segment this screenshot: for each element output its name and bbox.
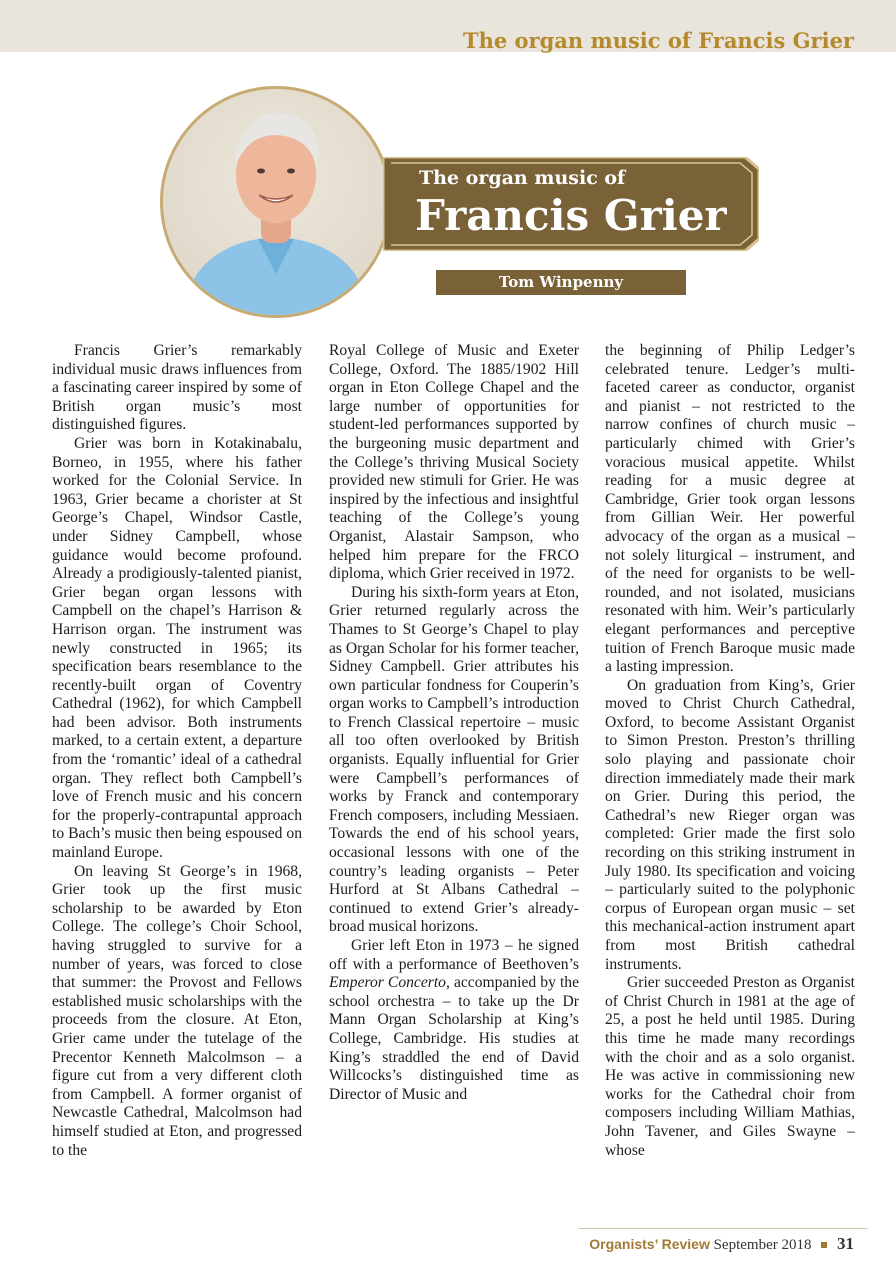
square-bullet-icon	[821, 1242, 827, 1248]
text-column-1	[52, 342, 302, 1222]
title-banner	[383, 157, 759, 251]
italic-title: Emperor Concerto	[329, 974, 446, 992]
author-portrait	[160, 86, 392, 318]
text-column-3	[605, 342, 855, 1222]
footer-rule	[578, 1228, 868, 1229]
paragraph: Francis Grier’s remarkably individual music draws influences from a fascinating career inspired by some of British organ music’s most distinguished figures.	[52, 342, 302, 434]
text-column-2	[329, 342, 579, 1222]
page-footer	[589, 1234, 854, 1254]
running-title: The organ music of Francis Grier	[462, 28, 854, 53]
article-title-small: The organ music of	[419, 167, 626, 189]
text-run: , accompanied by the school orchestra – to take up the Dr Mann Organ Scholarship at King’s College, Cambridge. His studies at King’s straddled the end of David Willcocks’s distinguished time as Director of Music and	[329, 974, 579, 1103]
paragraph: On graduation from King’s, Grier moved to Christ Church Cathedral, Oxford, to become Assistant Organist to Simon Preston. Preston’s thrilling solo playing and passionate choir direction immediately made their mark on Grier. During this period, the Cathedral’s new Rieger organ was completed: Grier made the first solo recording on this striking instrument in July 1980. Its specification and voicing – particularly suited to the polyphonic corpus of European organ music – set this mechanical-action instrument apart from most British cathedral instruments.	[605, 676, 855, 973]
article-title-large: Francis Grier	[415, 191, 727, 240]
portrait-image	[163, 89, 389, 315]
paragraph: the beginning of Philip Ledger’s celebrated tenure. Ledger’s multi-faceted career as conductor, organist and pianist – not restricted to the narrow confines of church music – particularly chimed with Grier’s voracious musical appetite. Whilst reading for a music degree at Cambridge, Grier took organ lessons from Gillian Weir. Her powerful advocacy of the organ as a musical – not solely liturgical – instrument, and of the need for organists to be well-rounded, and not isolated, musicians resonated with him. Weir’s particularly elegant performances and perceptive tuition of French Baroque music made a lasting impression.	[605, 342, 855, 676]
page-number: 31	[837, 1234, 854, 1253]
text-run: Grier left Eton in 1973 – he signed off with a performance of Beethoven’s	[329, 937, 579, 973]
paragraph	[329, 937, 579, 1104]
paragraph: During his sixth-form years at Eton, Grier returned regularly across the Thames to St George’s Chapel to play as Organ Scholar for his former teacher, Sidney Campbell. Grier attributes his own particular fondness for Couperin’s organ works to Campbell’s introduction to French Classical repertoire – music all too often overlooked by British organists. Equally influential for Grier were Campbell’s performances of works by Franck and contemporary French composers, including Messiaen. Towards the end of his school years, occasional lessons with one of the country’s leading organists – Peter Hurford at St Albans Cathedral – continued to extend Grier’s already-broad musical horizons.	[329, 583, 579, 936]
paragraph: Royal College of Music and Exeter College, Oxford. The 1885/1902 Hill organ in Eton College Chapel and the large number of opportunities for student-led performances supported by the burgeoning music department and the College’s thriving Musical Society provided new stimuli for Grier. He was inspired by the infectious and insightful teaching of the College’s young Organist, Alastair Sampson, who helped him prepare for the FRCO diploma, which Grier received in 1972.	[329, 342, 579, 583]
paragraph: Grier was born in Kotakinabalu, Borneo, in 1955, where his father worked for the Colonial Service. In 1963, Grier became a chorister at St George’s Chapel, Windsor Castle, under Sidney Campbell, whose guidance would become profound. Already a prodigiously-talented pianist, Grier began organ lessons with Campbell on the chapel’s Harrison & Harrison organ. The instrument was newly constructed in 1965; its specification bears resemblance to the recently-built organ of Coventry Cathedral (1962), for which Campbell had been advisor. Both instruments marked, to a certain extent, a departure from the ‘romantic’ ideal of a cathedral organ. They reflect both Campbell’s love of French music and his concern for the properly-contrapuntal approach to Bach’s music then being espoused on mainland Europe.	[52, 434, 302, 862]
issue-date: September 2018	[713, 1237, 812, 1253]
magazine-name: Organists’ Review	[589, 1236, 710, 1252]
paragraph: On leaving St George’s in 1968, Grier took up the first music scholarship to be awarded by Eton College. The college’s Choir School, having struggled to survive for a number of years, was forced to close that summer: the Provost and Fellows established music scholarships with the proceeds from the closure. At Eton, Grier came under the tutelage of the Precentor Kenneth Malcolmson – a figure cut from a very different cloth from Campbell. A former organist of Newcastle Cathedral, Malcolmson had himself studied at Eton, and progressed to the	[52, 862, 302, 1159]
author-byline: Tom Winpenny	[436, 270, 686, 295]
paragraph: Grier succeeded Preston as Organist of Christ Church in 1981 at the age of 25, a post he held until 1985. During this time he made many recordings with the choir and as a solo organist. He was active in commissioning new works for the Cathedral choir from composers including William Mathias, John Tavener, and Giles Swayne – whose	[605, 974, 855, 1159]
